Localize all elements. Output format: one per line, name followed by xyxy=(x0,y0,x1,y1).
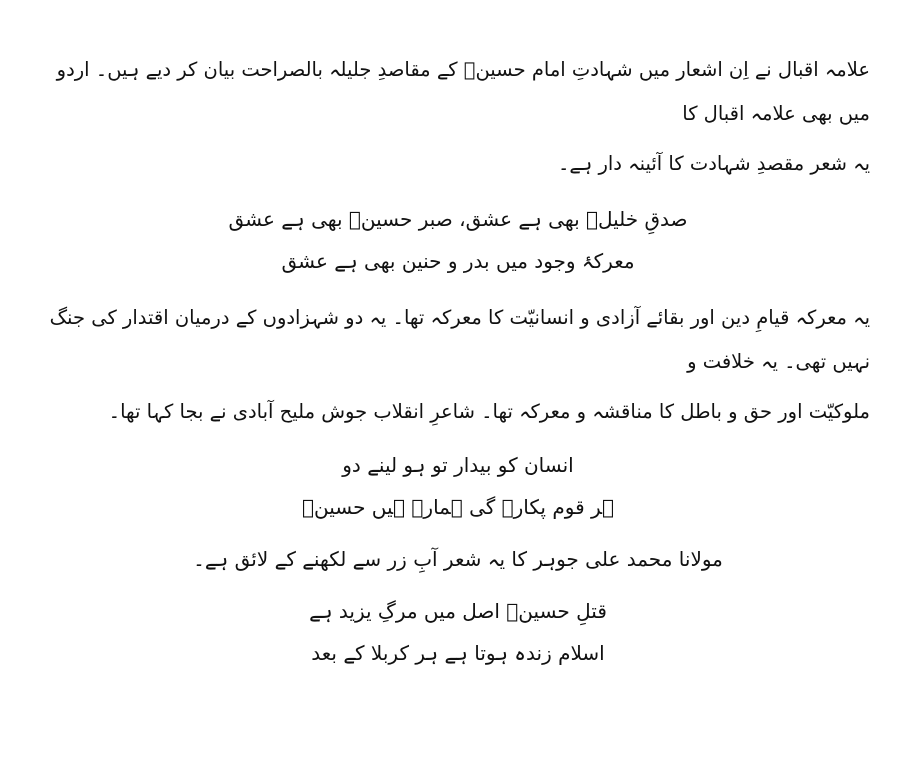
paragraph-line: یہ معرکہ قیامِ دین اور بقائے آزادی و انسانیّت کا معرکہ تھا۔ یہ دو شہزادوں کے درمیان اقتدار کی جنگ نہیں تھی۔ یہ خلافت و xyxy=(49,306,870,373)
couplet-block-3 xyxy=(46,590,870,674)
paragraph-block-2 xyxy=(46,296,870,434)
paragraph-block-3 xyxy=(46,538,870,580)
paragraph-block-1 xyxy=(46,48,870,186)
couplet-block-2 xyxy=(46,444,870,528)
paragraph-line: یہ شعر مقصدِ شہادت کا آئینہ دار ہے۔ xyxy=(557,152,870,175)
paragraph-line: ملوکیّت اور حق و باطل کا مناقشہ و معرکہ تھا۔ شاعرِ انقلاب جوش ملیح آبادی نے بجا کہا تھا۔ xyxy=(108,400,870,423)
couplet-line: معرکۂ وجود میں بدر و حنین بھی ہے عشق xyxy=(281,249,635,273)
paragraph-line: علامہ اقبال نے اِن اشعار میں شہادتِ امام حسینؓ کے مقاصدِ جلیلہ بالصراحت بیان کر دیے ہیں۔ اردو میں بھی علامہ اقبال کا xyxy=(56,58,870,125)
couplet-line: ہر قوم پکارے گی ہمارے ہیں حسینؓ xyxy=(301,495,615,519)
couplet-line: اسلام زندہ ہوتا ہے ہر کربلا کے بعد xyxy=(311,641,605,665)
couplet-line: قتلِ حسینؓ اصل میں مرگِ یزید ہے xyxy=(309,599,607,623)
couplet-line: صدقِ خلیلؑ بھی ہے عشق، صبر حسینؓ بھی ہے عشق xyxy=(228,207,688,231)
paragraph-line: مولانا محمد علی جوہر کا یہ شعر آبِ زر سے لکھنے کے لائق ہے۔ xyxy=(193,547,723,571)
couplet-line: انسان کو بیدار تو ہو لینے دو xyxy=(342,453,574,477)
couplet-block-1 xyxy=(46,198,870,282)
